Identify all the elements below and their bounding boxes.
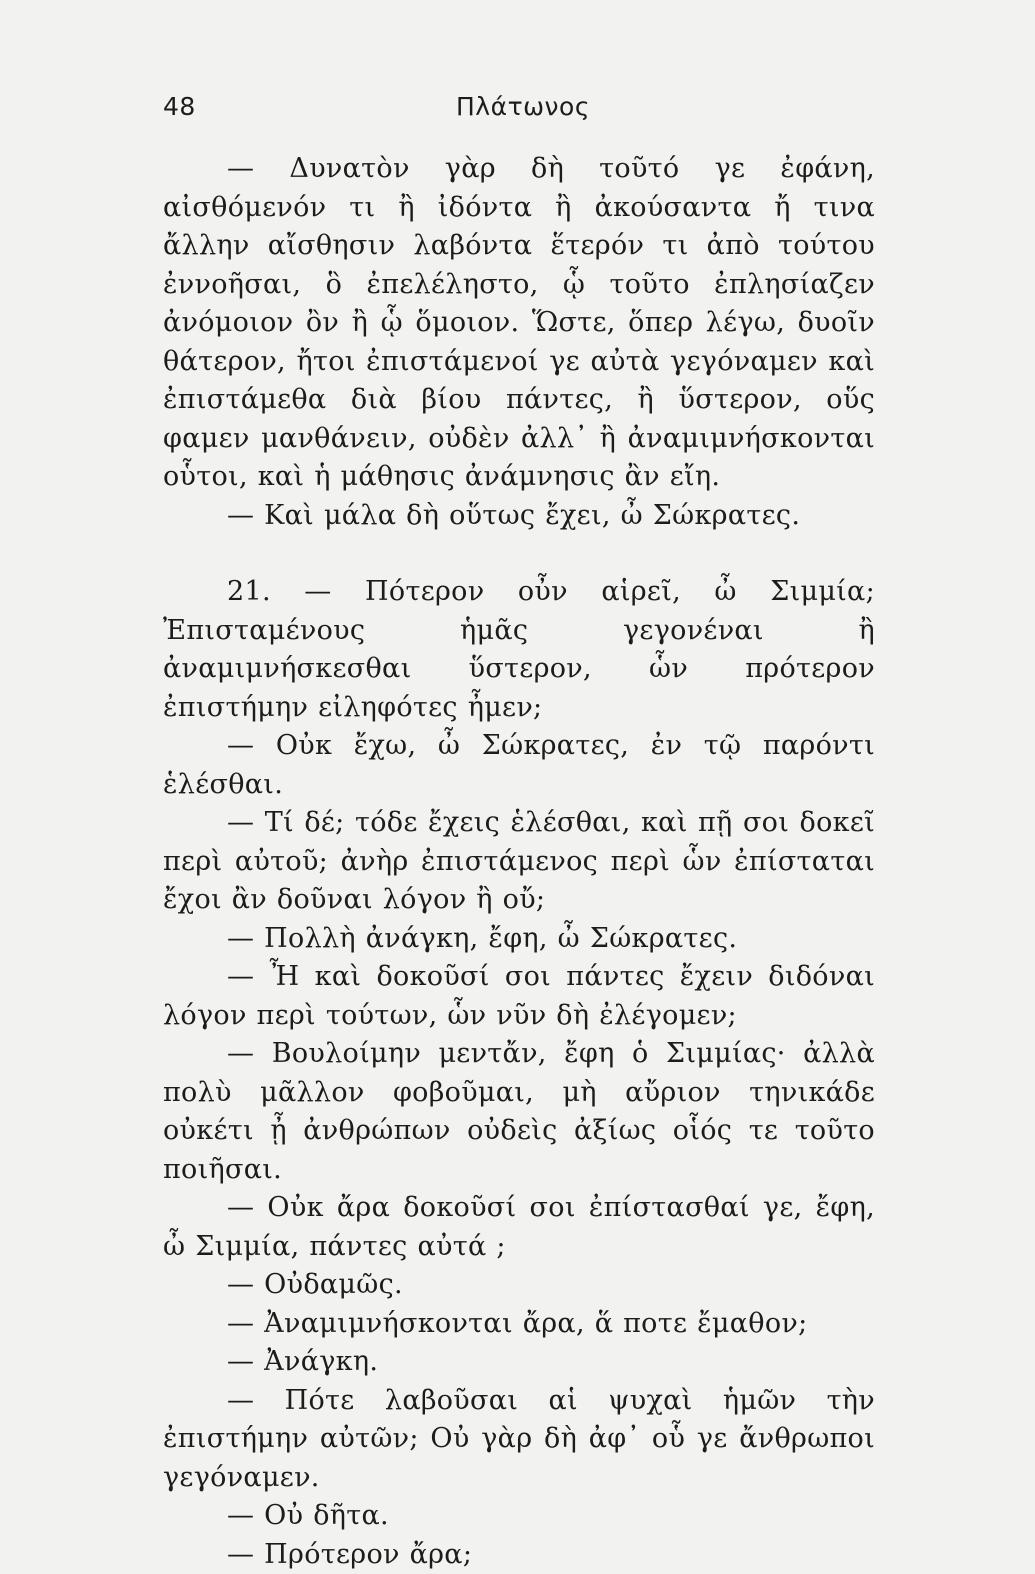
paragraph: — Οὐ δῆτα. xyxy=(163,1497,875,1536)
paragraph: — Πρότερον ἄρα; xyxy=(163,1536,875,1574)
paragraph: — Ἀναμιμνήσκονται ἄρα, ἅ ποτε ἔμαθον; xyxy=(163,1305,875,1344)
paragraph: — Οὐκ ἄρα δοκοῦσί σοι ἐπίστασθαί γε, ἔφη, ὦ Σιμμία, πάντες αὐτά ; xyxy=(163,1189,875,1266)
paragraph: — Καὶ μάλα δὴ οὕτως ἔχει, ὦ Σώκρατες. xyxy=(163,497,875,536)
running-title: Πλάτωνος xyxy=(163,92,883,121)
paragraph: — Ἀνάγκη. xyxy=(163,1343,875,1382)
section-21-paragraph: 21. — Πότερον οὖν αἱρεῖ, ὦ Σιμμία; Ἐπισταμένους ἡμᾶς γεγονέναι ἢ ἀναμιμνήσκεσθαι ὕστερον, ὧν πρότερον ἐπιστήμην εἰληφότες ἦμεν; xyxy=(163,573,875,727)
paragraph: — Δυνατὸν γὰρ δὴ τοῦτό γε ἐφάνη, αἰσθόμενόν τι ἢ ἰδόντα ἢ ἀκούσαντα ἤ τινα ἄλλην αἴσθησιν λαβόντα ἕτερόν τι ἀπὸ τούτου ἐννοῆσαι, ὃ ἐπελέληστο, ᾧ τοῦτο ἐπλησίαζεν ἀνόμοιον ὂν ἢ ᾧ ὅμοιον. Ὥστε, ὅπερ λέγω, δυοῖν θάτερον, ἤτοι ἐπιστάμενοί γε αὐτὰ γεγόναμεν καὶ ἐπιστάμεθα διὰ βίου πάντες, ἢ ὕστερον, οὕς φαμεν μανθάνειν, οὐδὲν ἀλλ᾽ ἢ ἀναμιμνήσκονται οὗτοι, καὶ ἡ μάθησις ἀνάμνησις ἂν εἴη. xyxy=(163,150,875,497)
page-header xyxy=(163,92,883,132)
page-number: 48 xyxy=(163,92,196,121)
paragraph: — Οὐκ ἔχω, ὦ Σώκρατες, ἐν τῷ παρόντι ἑλέσθαι. xyxy=(163,727,875,804)
paragraph: — Πολλὴ ἀνάγκη, ἔφη, ὦ Σώκρατες. xyxy=(163,920,875,959)
paragraph: — Ἦ καὶ δοκοῦσί σοι πάντες ἔχειν διδόναι λόγον περὶ τούτων, ὧν νῦν δὴ ἐλέγομεν; xyxy=(163,958,875,1035)
paragraph: — Τί δέ; τόδε ἔχεις ἑλέσθαι, καὶ πῇ σοι δοκεῖ περὶ αὐτοῦ; ἀνὴρ ἐπιστάμενος περὶ ὧν ἐπίσταται ἔχοι ἂν δοῦναι λόγον ἢ οὔ; xyxy=(163,804,875,920)
paragraph: — Βουλοίμην μεντἄν, ἔφη ὁ Σιμμίας· ἀλλὰ πολὺ μᾶλλον φοβοῦμαι, μὴ αὔριον τηνικάδε οὐκέτι ᾖ ἀνθρώπων οὐδεὶς ἀξίως οἷός τε τοῦτο ποιῆσαι. xyxy=(163,1035,875,1189)
dialogue-text xyxy=(163,150,875,1574)
paragraph: — Οὐδαμῶς. xyxy=(163,1266,875,1305)
paragraph: — Πότε λαβοῦσαι αἱ ψυχαὶ ἡμῶν τὴν ἐπιστήμην αὐτῶν; Οὐ γὰρ δὴ ἀφ᾽ οὗ γε ἄνθρωποι γεγόναμεν. xyxy=(163,1382,875,1498)
